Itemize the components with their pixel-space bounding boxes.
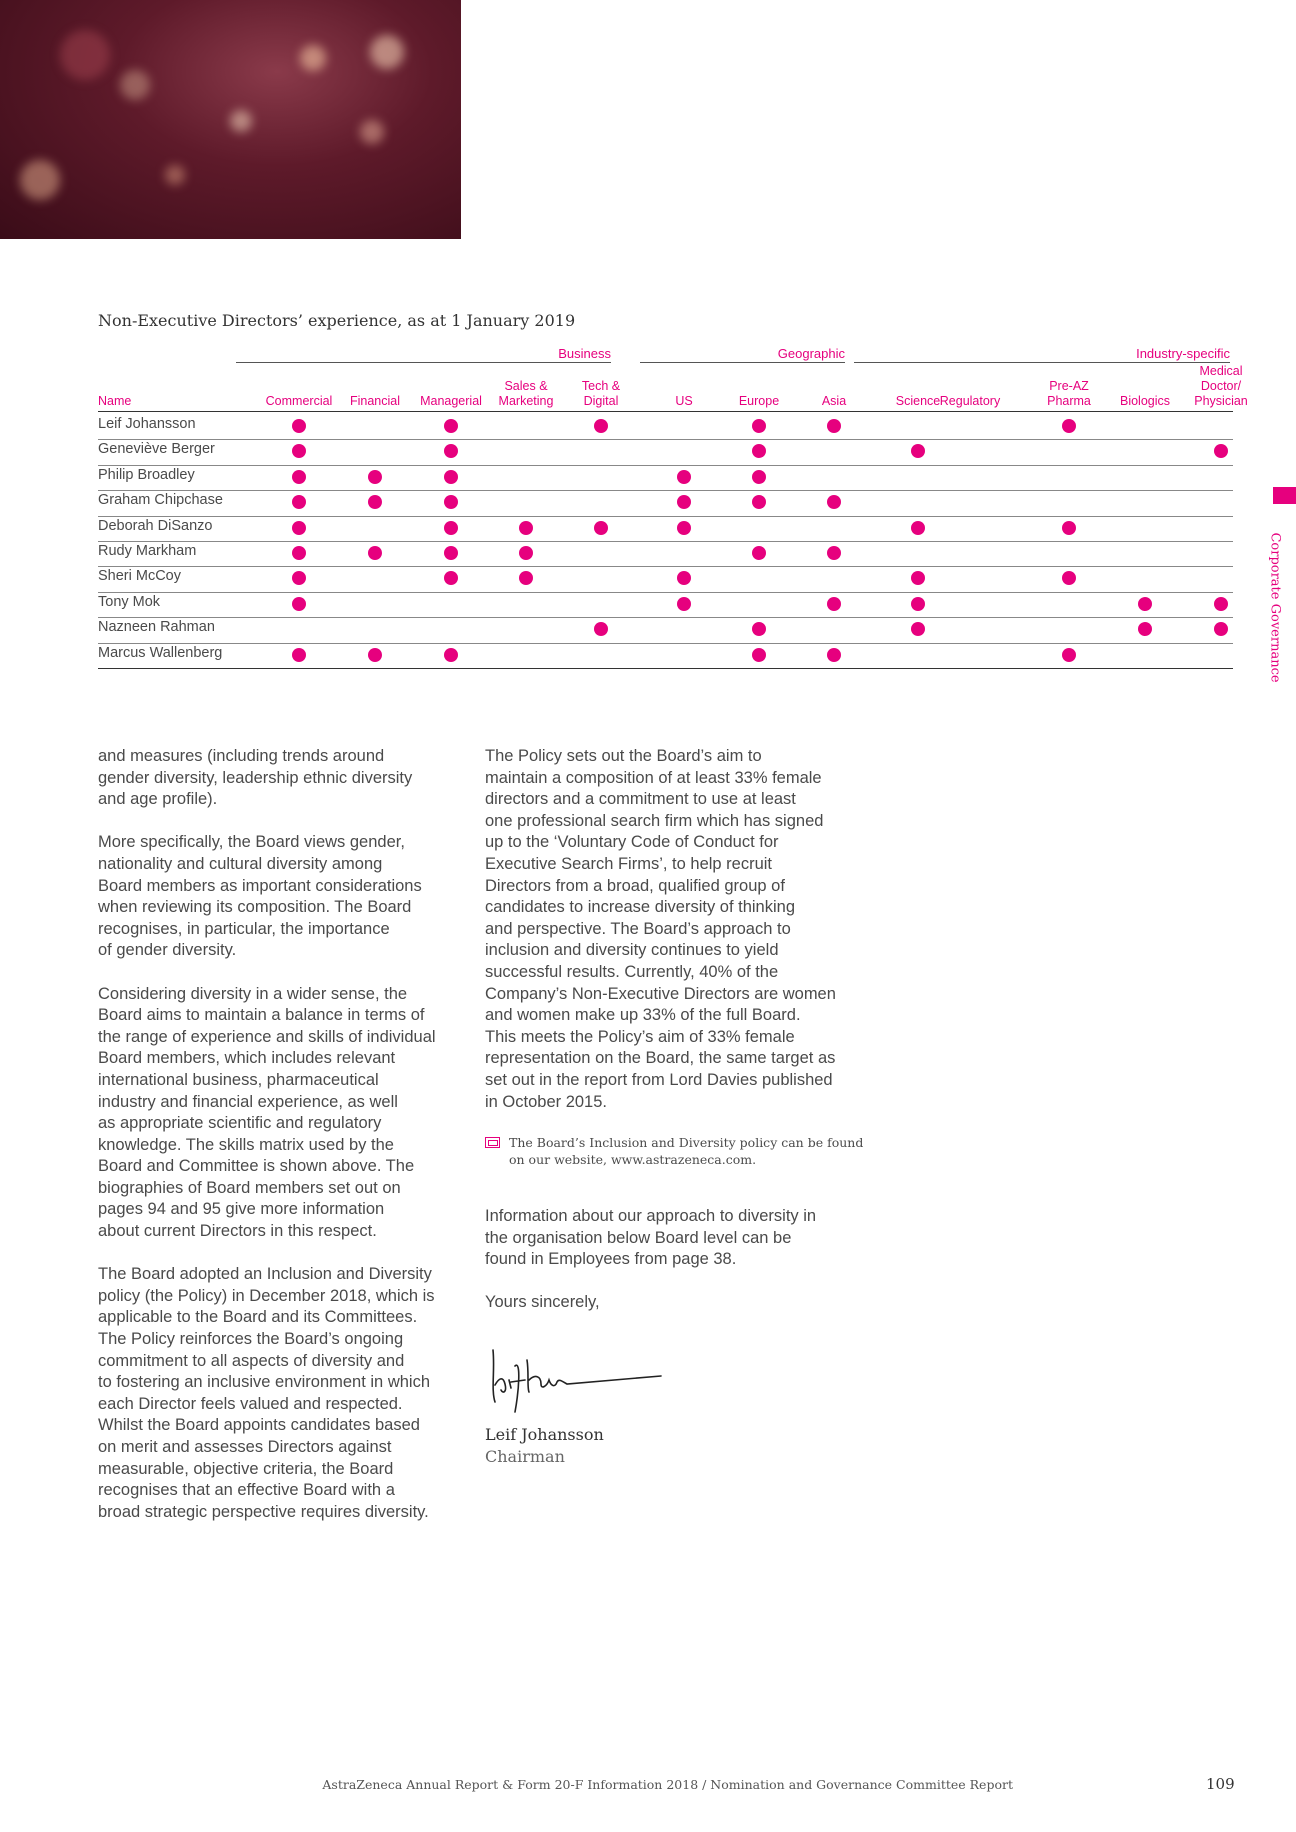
experience-dot [827,648,841,662]
experience-dot [292,571,306,585]
experience-dot [444,495,458,509]
experience-dot [519,546,533,560]
column-header-name: Name [98,394,132,408]
table-title: Non-Executive Directors’ experience, as at 1 January 2019 [98,311,576,330]
experience-dot [292,546,306,560]
experience-dot [752,648,766,662]
body-column-1: and measures (including trends around gender diversity, leadership ethnic diversity and age profile). More specifically, the Board views gender, nationality and cultural diversity among Board members as important considerations when reviewing its composition. The Board recognises, in particular, the importance of gender diversity. Considering diversity in a wider sense, the Board aims to maintain a balance in terms of the range of experience and skills of individual Board members, which includes relevant international business, pharmaceutical industry and financial experience, as well as appropriate scientific and regulatory knowledge. The skills matrix used by the Board and Committee is shown above. The biographies of Board members set out on pages 94 and 95 give more information about current Directors in this respect. The Board adopted an Inclusion and Diversity policy (the Policy) in December 2018, which is applicable to the Board and its Committees. The Policy reinforces the Board’s ongoing commitment to all aspects of diversity and to fostering an inclusive environment in which each Director feels valued and respected. Whilst the Board appoints candidates based on merit and assesses Directors against measurable, objective criteria, the Board recognises that an effective Board with a broad strategic perspective requires diversity. [98,747,436,1521]
experience-dot [677,470,691,484]
experience-dot [292,648,306,662]
row-divider [98,490,1233,491]
column-header: Managerial [420,394,482,408]
experience-dot [292,444,306,458]
table-row-name: Graham Chipchase [98,492,223,509]
signature [485,1330,665,1415]
experience-dot [752,419,766,433]
experience-dot [444,419,458,433]
body-column-2-closing: Information about our approach to diversity in the organisation below Board level can be found in Employees from page 38. Yours sincerely, [485,1207,817,1312]
column-header: Commercial [265,394,333,408]
column-header: Sales & Marketing [498,379,554,408]
group-header-business: Business [558,346,611,361]
experience-dot [677,521,691,535]
experience-dot [594,419,608,433]
group-line-business [236,362,611,363]
experience-dot [292,521,306,535]
header-photo [0,0,461,239]
experience-dot [827,419,841,433]
experience-dot [752,470,766,484]
experience-dot [1138,597,1152,611]
table-row-name: Philip Broadley [98,466,195,483]
experience-dot [368,470,382,484]
experience-dot [368,648,382,662]
experience-dot [911,521,925,535]
section-tab-marker [1273,487,1296,504]
column-header: US [675,394,693,408]
page-number: 109 [1206,1775,1235,1793]
experience-dot [827,546,841,560]
experience-dot [444,521,458,535]
signer-name: Leif Johansson [485,1425,604,1444]
experience-dot [519,521,533,535]
experience-dot [594,622,608,636]
experience-dot [292,419,306,433]
experience-dot [911,571,925,585]
header-divider [98,411,1233,412]
experience-dot [911,444,925,458]
experience-dot [1214,597,1228,611]
experience-dot [1214,444,1228,458]
experience-dot [1138,622,1152,636]
experience-dot [1062,419,1076,433]
experience-dot [368,546,382,560]
experience-dot [519,571,533,585]
table-row-name: Nazneen Rahman [98,619,215,636]
experience-dot [752,546,766,560]
row-divider [98,465,1233,466]
experience-dot [292,495,306,509]
footer-text: AstraZeneca Annual Report & Form 20-F Information 2018 / Nomination and Governance Committee Report [322,1777,1013,1792]
experience-dot [1214,622,1228,636]
row-divider [98,643,1233,644]
column-header: Pre-AZ Pharma [1047,379,1091,408]
table-row-name: Tony Mok [98,593,161,610]
column-header: Regulatory [939,394,1001,408]
experience-dot [677,571,691,585]
experience-dot [1062,571,1076,585]
table-row-name: Rudy Markham [98,543,197,559]
experience-dot [444,470,458,484]
experience-dot [752,622,766,636]
section-label: Corporate Governance [1267,532,1283,683]
group-line-geographic [640,362,845,363]
row-divider [98,516,1233,517]
row-divider [98,668,1233,669]
experience-dot [911,622,925,636]
column-header: Biologics [1119,394,1171,408]
table-row-name: Sheri McCoy [98,568,181,585]
body-column-2: The Policy sets out the Board’s aim to maintain a composition of at least 33% female directors and a commitment to use at least one professional search firm which has signed up to the ‘Voluntary Code of Conduct for Executive Search Firms’, to help recruit Directors from a broad, qualified group of candidates to increase diversity of thinking and perspective. The Board’s approach to inclusion and diversity continues to yield successful results. Currently, 40% of the Company’s Non-Executive Directors are women and women make up 33% of the full Board. This meets the Policy’s aim of 33% female representation on the Board, the same target as set out in the report from Lord Davies published in October 2015. [485,747,836,1111]
group-line-industry [854,362,1230,363]
experience-dot [444,648,458,662]
experience-dot [444,444,458,458]
experience-dot [752,495,766,509]
column-header: Tech & Digital [581,379,621,408]
table-row-name: Geneviève Berger [98,441,215,458]
signer-title: Chairman [485,1447,565,1466]
experience-dot [444,571,458,585]
table-row-name: Marcus Wallenberg [98,644,223,661]
experience-dot [827,597,841,611]
experience-dot [677,597,691,611]
experience-dot [911,597,925,611]
experience-dot [1062,521,1076,535]
row-divider [98,439,1233,440]
experience-dot [677,495,691,509]
column-header: Europe [738,394,780,408]
row-divider [98,592,1233,593]
column-header: Financial [349,394,401,408]
experience-dot [368,495,382,509]
experience-dot [752,444,766,458]
experience-dot [594,521,608,535]
experience-dot [292,470,306,484]
group-header-geographic: Geographic [777,346,845,361]
column-header: Science [895,394,941,408]
row-divider [98,566,1233,567]
column-header: Asia [821,394,847,408]
website-note: The Board’s Inclusion and Diversity policy can be found on our website, www.astrazeneca.com. [509,1135,864,1167]
experience-dot [1062,648,1076,662]
experience-dot [444,546,458,560]
table-row-name: Leif Johansson [98,416,196,432]
row-divider [98,541,1233,542]
column-header: Medical Doctor/ Physician [1194,364,1248,408]
experience-dot [827,495,841,509]
table-row-name: Deborah DiSanzo [98,517,213,534]
row-divider [98,617,1233,618]
group-header-industry: Industry-specific [1136,346,1230,361]
experience-dot [292,597,306,611]
